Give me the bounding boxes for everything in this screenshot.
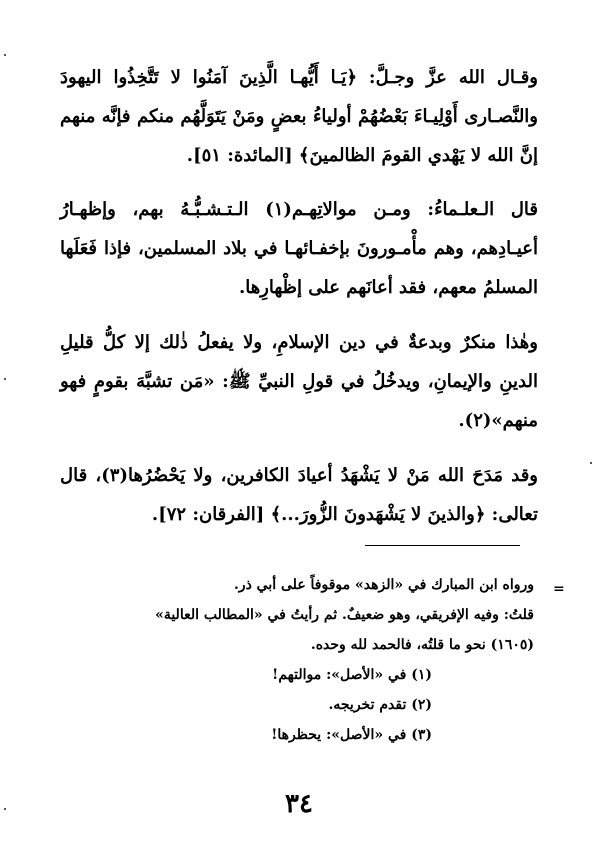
footnote-continuation-line: (١٦٠٥) نحو ما قلتُه، فالحمد لله وحده. xyxy=(310,637,534,653)
scan-speck xyxy=(4,808,6,810)
footnote-separator xyxy=(365,545,520,546)
footnote-continuation-line: ورواه ابن المبارك في «الزهد» موقوفاً على أبي ذر. xyxy=(233,577,534,593)
footnotes xyxy=(64,570,534,750)
footnote-continuation-line: قلتُ: وفيه الإفريقي، وهو ضعيفٌ. ثم رأيتُ في «المطالب العالية» xyxy=(155,607,534,623)
scan-speck xyxy=(4,54,6,56)
footnote-2: (٢) تقدم تخريجه. xyxy=(328,697,432,713)
paragraph-2: قال الـعلـماءُ: ومـن موالاتِهـم(١) الـتـشـبُّـهُ بهم، وإظهـارُ أعيـادِهم، وهم مأْمـورونَ بإخفـائهـا في بلاد المسلمين، فإذا فَعَلَها المسلمُ معهم، فقد أعانَهم على إظْهارِها. xyxy=(60,199,538,298)
paragraph-4: وقد مَدَحَ الله مَنْ لا يَشْهَدُ أعيادَ الكافرين، ولا يَحْضُرُها(٣)، قال تعالى: ﴿والذينَ لا يَشْهَدونَ الزُّورَ...﴾ [الفرقان: ٧٢]. xyxy=(60,465,538,525)
paragraph-3: وهٰذا منكرٌ وبدعةٌ في دين الإسلامِ، ولا يفعلُ ذٰلك إلا كلُّ قليلِ الدينِ والإيمانِ، ويدخُلُ في قولِ النبيِّ ﷺ: «مَن تشبَّهَ بقومٍ فهو منهم»(٢). xyxy=(60,332,538,431)
scan-speck xyxy=(590,462,592,464)
footnote-3: (٣) في «الأصل»: يحظرها! xyxy=(271,727,432,743)
scan-speck xyxy=(4,378,6,380)
footnote-1: (١) في «الأصل»: موالتهم! xyxy=(272,667,432,683)
footnote-continuation-mark: = xyxy=(553,581,565,597)
main-text xyxy=(60,58,538,547)
paragraph-1: وقـال الله عزَّ وجـلَّ: ﴿يَـا أَيُّهـا الَّذِينَ آمَنُوا لا تَتَّخِذُوا اليهودَ والنَّصـارى أَوْلِيـاءَ بَعْضُهُمْ أولياءُ بعضٍ ومَنْ يَتَوَلَّهُم منكم فإنَّه منهم إنَّ الله لا يَهْدي القومَ الظالمينَ﴾ [المائدة: ٥١]. xyxy=(60,67,538,166)
page-number: ٣٤ xyxy=(285,789,313,819)
